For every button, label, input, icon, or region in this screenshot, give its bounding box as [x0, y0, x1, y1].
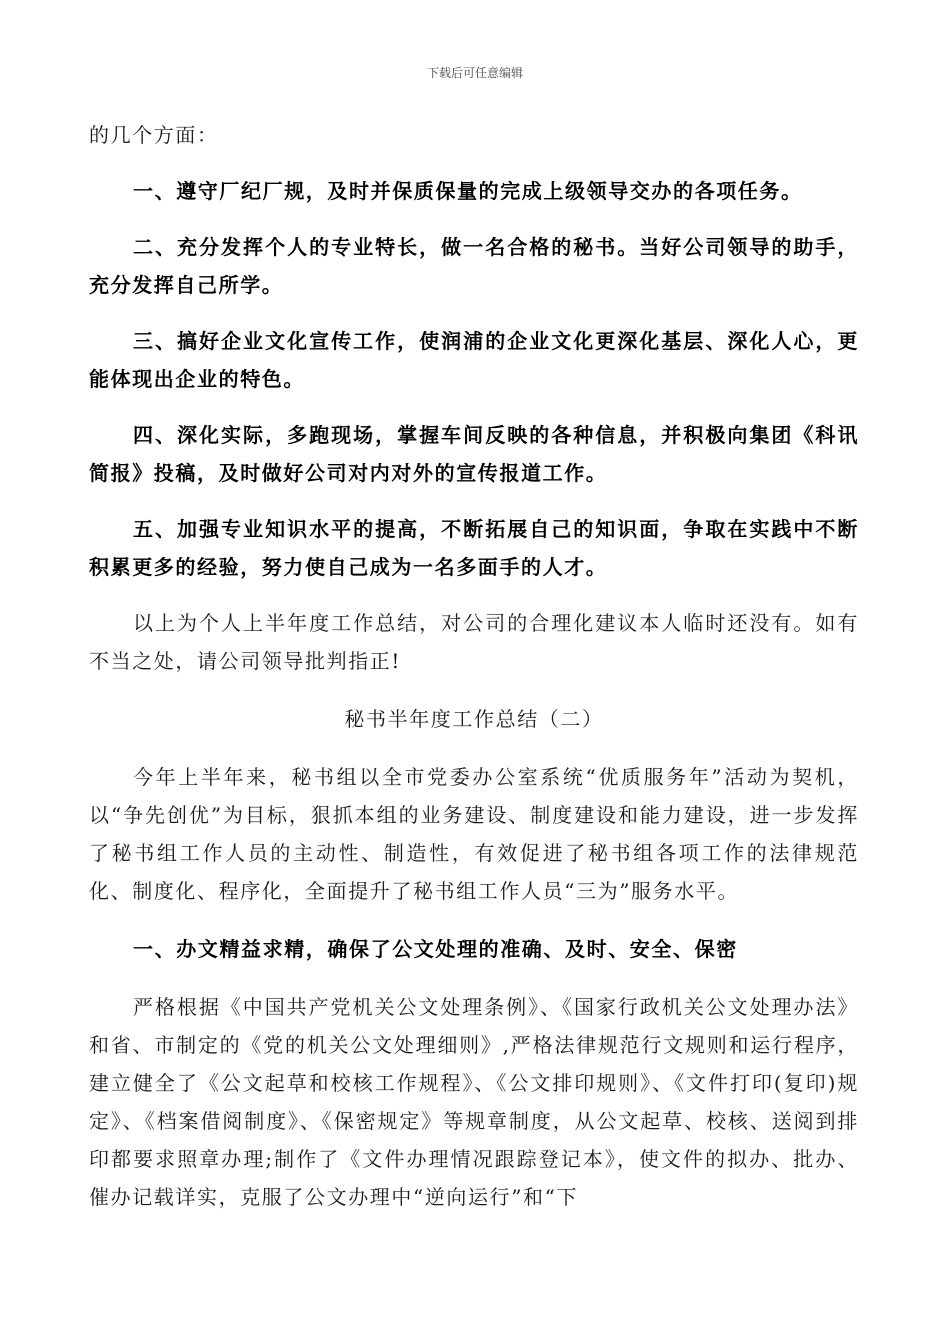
goal-item-3: 三、搞好企业文化宣传工作，使润浦的企业文化更深化基层、深化人心，更能体现出企业的特色。: [89, 329, 859, 391]
goal-item-1: 一、遵守厂纪厂规，及时并保质保量的完成上级领导交办的各项任务。: [133, 179, 803, 203]
closing-paragraph: 以上为个人上半年度工作总结，对公司的合理化建议本人临时还没有。如有不当之处，请公司领导批判指正!: [89, 611, 859, 673]
paragraph-continuation: 的几个方面：: [89, 123, 219, 147]
page-header-note: 下载后可任意编辑: [426, 66, 523, 80]
section-heading-1: 一、办文精益求精，确保了公文处理的准确、及时、安全、保密: [133, 937, 738, 961]
intro-paragraph: 今年上半年来，秘书组以全市党委办公室系统“优质服务年”活动为契机，以“争先创优”为目标，狠抓本组的业务建设、制度建设和能力建设，进一步发挥了秘书组工作人员的主动性、制造性，有效促进了秘书组各项工作的法律规范化、制度化、程序化，全面提升了秘书组工作人员“三为”服务水平。: [89, 765, 859, 903]
section-title: 秘书半年度工作总结（二）: [344, 707, 604, 731]
goal-item-4: 四、深化实际，多跑现场，掌握车间反映的各种信息，并积极向集团《科讯简报》投稿，及时做好公司对内对外的宣传报道工作。: [89, 423, 859, 485]
document-body: [89, 116, 859, 1216]
goal-item-2: 二、充分发挥个人的专业特长，做一名合格的秘书。当好公司领导的助手，充分发挥自己所学。: [89, 235, 859, 297]
goal-item-5: 五、加强专业知识水平的提高，不断拓展自己的知识面，争取在实践中不断积累更多的经验，努力使自己成为一名多面手的人才。: [89, 517, 859, 579]
body-paragraph: 严格根据《中国共产党机关公文处理条例》、《国家行政机关公文处理办法》和省、市制定的《党的机关公文处理细则》,严格法律规范行文规则和运行程序，建立健全了《公文起草和校核工作规程》、《公文排印规则》、《文件打印(复印)规定》、《档案借阅制度》、《保密规定》等规章制度，从公文起草、校核、送阅到排印都要求照章办理;制作了《文件办理情况跟踪登记本》，使文件的拟办、批办、催办记载详实，克服了公文办理中“逆向运行”和“下: [89, 995, 859, 1209]
